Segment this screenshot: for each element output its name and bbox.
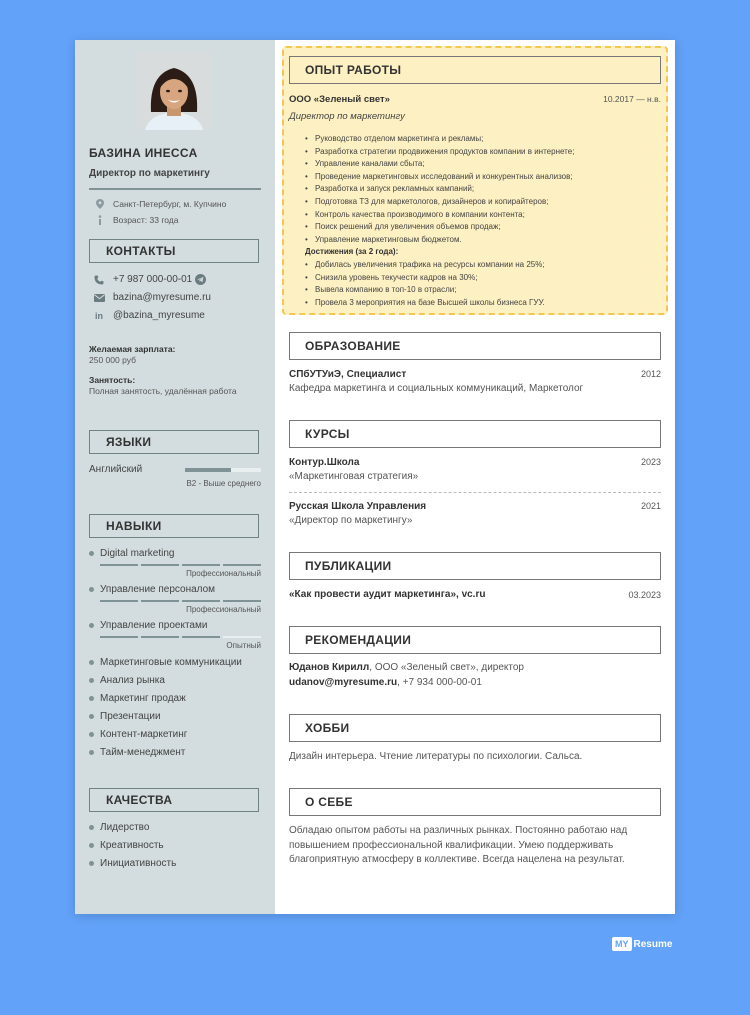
- rating-segment: [141, 564, 179, 566]
- logo-my: MY: [612, 937, 632, 951]
- recommender-phone: , +7 934 000-00-01: [397, 677, 482, 688]
- skill-rating: [100, 636, 261, 638]
- job-company: ООО «Зеленый свет»: [289, 94, 390, 105]
- bullet: [89, 825, 94, 830]
- skill-level: Опытный: [226, 641, 261, 650]
- logo-resume: Resume: [633, 938, 673, 950]
- duty-item: • Контроль качества производимого в компании контента;: [305, 209, 655, 222]
- course-name: «Маркетинговая стратегия»: [289, 471, 419, 482]
- divider: [289, 492, 661, 493]
- education-heading: ОБРАЗОВАНИЕ: [289, 332, 661, 360]
- language-level-bar: [185, 468, 261, 472]
- course-school: Контур.Школа: [289, 457, 360, 468]
- duty-item: • Подготовка ТЗ для маркетологов, дизайнеров и копирайтеров;: [305, 196, 655, 209]
- education-year: 2012: [640, 369, 661, 379]
- bullet: [89, 843, 94, 848]
- about-heading: О СЕБЕ: [289, 788, 661, 816]
- duty-item: • Управление каналами сбыта;: [305, 158, 655, 171]
- skill-name: Презентации: [100, 711, 161, 722]
- skill-name: Маркетинговые коммуникации: [100, 657, 242, 668]
- hobby-heading: ХОББИ: [289, 714, 661, 742]
- bullet: [89, 714, 94, 719]
- languages-heading: ЯЗЫКИ: [89, 430, 259, 454]
- skill-item: [89, 729, 187, 740]
- salary-value: 250 000 руб: [89, 355, 136, 365]
- duty-item: • Поиск решений для увеличения объемов продаж;: [305, 221, 655, 234]
- skills-heading: НАВЫКИ: [89, 514, 259, 538]
- phone-text[interactable]: +7 987 000-00-01: [113, 274, 193, 285]
- linkedin-text[interactable]: @bazina_myresume: [113, 310, 205, 321]
- duty-item: • Проведение маркетинговых исследований и конкурентных анализов;: [305, 171, 655, 184]
- language-level: B2 - Выше среднего: [186, 479, 261, 488]
- rating-segment: [141, 636, 179, 638]
- myresume-logo: [612, 937, 672, 951]
- skill-item: [89, 548, 174, 559]
- duty-item: • Разработка и запуск рекламных кампаний;: [305, 183, 655, 196]
- rating-segment: [223, 564, 261, 566]
- achievement-item: • Добилась увеличения трафика на ресурсы компании на 25%;: [305, 259, 655, 272]
- rating-segment: [100, 636, 138, 638]
- skill-item: [89, 693, 186, 704]
- candidate-role: Директор по маркетингу: [89, 168, 210, 179]
- location-pin-icon: [93, 199, 107, 209]
- course-school: Русская Школа Управления: [289, 501, 427, 512]
- course-year: 2023: [640, 457, 661, 467]
- location-row: [93, 199, 226, 209]
- info-icon: [93, 215, 107, 225]
- recommendation-contact: [289, 677, 482, 688]
- skill-rating: [100, 564, 261, 566]
- divider: [89, 188, 261, 190]
- duty-item: • Разработка стратегии продвижения продуктов компании в интернете;: [305, 146, 655, 159]
- rating-segment: [141, 600, 179, 602]
- skill-name: Тайм-менеджмент: [100, 747, 186, 758]
- job-dates: 10.2017 — н.в.: [603, 94, 661, 104]
- education-title: СПбУТУиЭ, Специалист: [289, 369, 407, 380]
- skill-name: Digital marketing: [100, 548, 175, 559]
- bullet: [89, 696, 94, 701]
- achievement-item: • Провела 3 мероприятия на базе Высшей школы бизнеса ГУУ.: [305, 297, 655, 310]
- rating-segment: [182, 636, 220, 638]
- skill-rating: [100, 600, 261, 602]
- skill-name: Управление проектами: [100, 620, 208, 631]
- employment-label: Занятость:: [89, 375, 136, 385]
- bullet: [89, 660, 94, 665]
- job-duties: [305, 133, 655, 309]
- publications-heading: ПУБЛИКАЦИИ: [289, 552, 661, 580]
- email-text[interactable]: bazina@myresume.ru: [113, 292, 211, 303]
- hobby-text: Дизайн интерьера. Чтение литературы по психологии. Сальса.: [289, 751, 583, 762]
- courses-heading: КУРСЫ: [289, 420, 661, 448]
- skill-name: Управление персоналом: [100, 584, 216, 595]
- education-detail: Кафедра маркетинга и социальных коммуникаций, Маркетолог: [289, 383, 584, 394]
- skill-level: Профессиональный: [186, 569, 261, 578]
- bullet: [89, 750, 94, 755]
- telegram-icon[interactable]: [195, 274, 206, 285]
- recommendations-heading: РЕКОМЕНДАЦИИ: [289, 626, 661, 654]
- achievement-item: • Вывела компанию в топ-10 в отрасли;: [305, 284, 655, 297]
- phone-row: [93, 274, 206, 285]
- publication-date: 03.2023: [628, 590, 661, 600]
- bullet: [89, 623, 94, 628]
- language-level-fill: [185, 468, 231, 472]
- main-column: [275, 40, 675, 914]
- sidebar: [75, 40, 275, 914]
- bullet: [89, 551, 94, 556]
- skill-item: [89, 584, 215, 595]
- rating-segment: [223, 636, 261, 638]
- resume-page: [75, 40, 675, 914]
- recommender-details: , ООО «Зеленый свет», директор: [369, 662, 524, 673]
- skill-item: [89, 657, 242, 668]
- age-text: Возраст: 33 года: [113, 215, 179, 225]
- rating-segment: [223, 600, 261, 602]
- quality-name: Креативность: [100, 840, 164, 851]
- skill-item: [89, 620, 207, 631]
- about-text: Обладаю опытом работы на различных рынках. Постоянно работаю над повышением профессиональной квалификации. Умею поддерживать благоприятную атмосферу в коллективе. Всегда нацелена на результат.: [289, 825, 628, 865]
- publication-title: «Как провести аудит маркетинга», vc.ru: [289, 589, 486, 600]
- linkedin-icon: in: [95, 310, 103, 321]
- bullet: [89, 678, 94, 683]
- candidate-name: БАЗИНА ИНЕССА: [89, 146, 198, 160]
- location-text: Санкт-Петербург, м. Купчино: [113, 199, 227, 209]
- recommender-name: Юданов Кирилл: [289, 662, 370, 673]
- rating-segment: [182, 600, 220, 602]
- skill-name: Маркетинг продаж: [100, 693, 186, 704]
- rating-segment: [182, 564, 220, 566]
- course-year: 2021: [640, 501, 661, 511]
- age-row: [93, 215, 178, 225]
- phone-icon: [93, 275, 105, 285]
- rating-segment: [100, 564, 138, 566]
- contacts-heading: КОНТАКТЫ: [89, 239, 259, 263]
- skill-item: [89, 747, 185, 758]
- skill-name: Анализ рынка: [100, 675, 165, 686]
- mail-icon: [93, 294, 105, 302]
- duty-item: • Управление маркетинговым бюджетом.: [305, 234, 655, 247]
- course-name: «Директор по маркетингу»: [289, 515, 413, 526]
- achievement-item: • Снизила уровень текучести кадров на 30%;: [305, 272, 655, 285]
- quality-item: [89, 840, 164, 851]
- quality-name: Инициативность: [100, 858, 177, 869]
- job-position: Директор по маркетингу: [289, 111, 405, 122]
- recommendation-line: [289, 662, 524, 673]
- bullet: [89, 861, 94, 866]
- skill-level: Профессиональный: [186, 605, 261, 614]
- linkedin-row: [93, 310, 205, 321]
- quality-name: Лидерство: [100, 822, 150, 833]
- language-name: Английский: [89, 464, 143, 475]
- experience-heading: ОПЫТ РАБОТЫ: [289, 56, 661, 84]
- rating-segment: [100, 600, 138, 602]
- email-row: [93, 292, 211, 303]
- qualities-heading: КАЧЕСТВА: [89, 788, 259, 812]
- bullet: [89, 587, 94, 592]
- duty-item: • Руководство отделом маркетинга и рекламы;: [305, 133, 655, 146]
- employment-value: Полная занятость, удалённая работа: [89, 386, 237, 396]
- quality-item: [89, 822, 149, 833]
- profile-photo: [137, 52, 211, 130]
- skill-name: Контент-маркетинг: [100, 729, 188, 740]
- skill-item: [89, 711, 161, 722]
- salary-label: Желаемая зарплата:: [89, 344, 176, 354]
- recommender-email[interactable]: udanov@myresume.ru: [289, 677, 398, 688]
- skill-item: [89, 675, 165, 686]
- quality-item: [89, 858, 176, 869]
- bullet: [89, 732, 94, 737]
- achievements-title: Достижения (за 2 года):: [305, 247, 399, 257]
